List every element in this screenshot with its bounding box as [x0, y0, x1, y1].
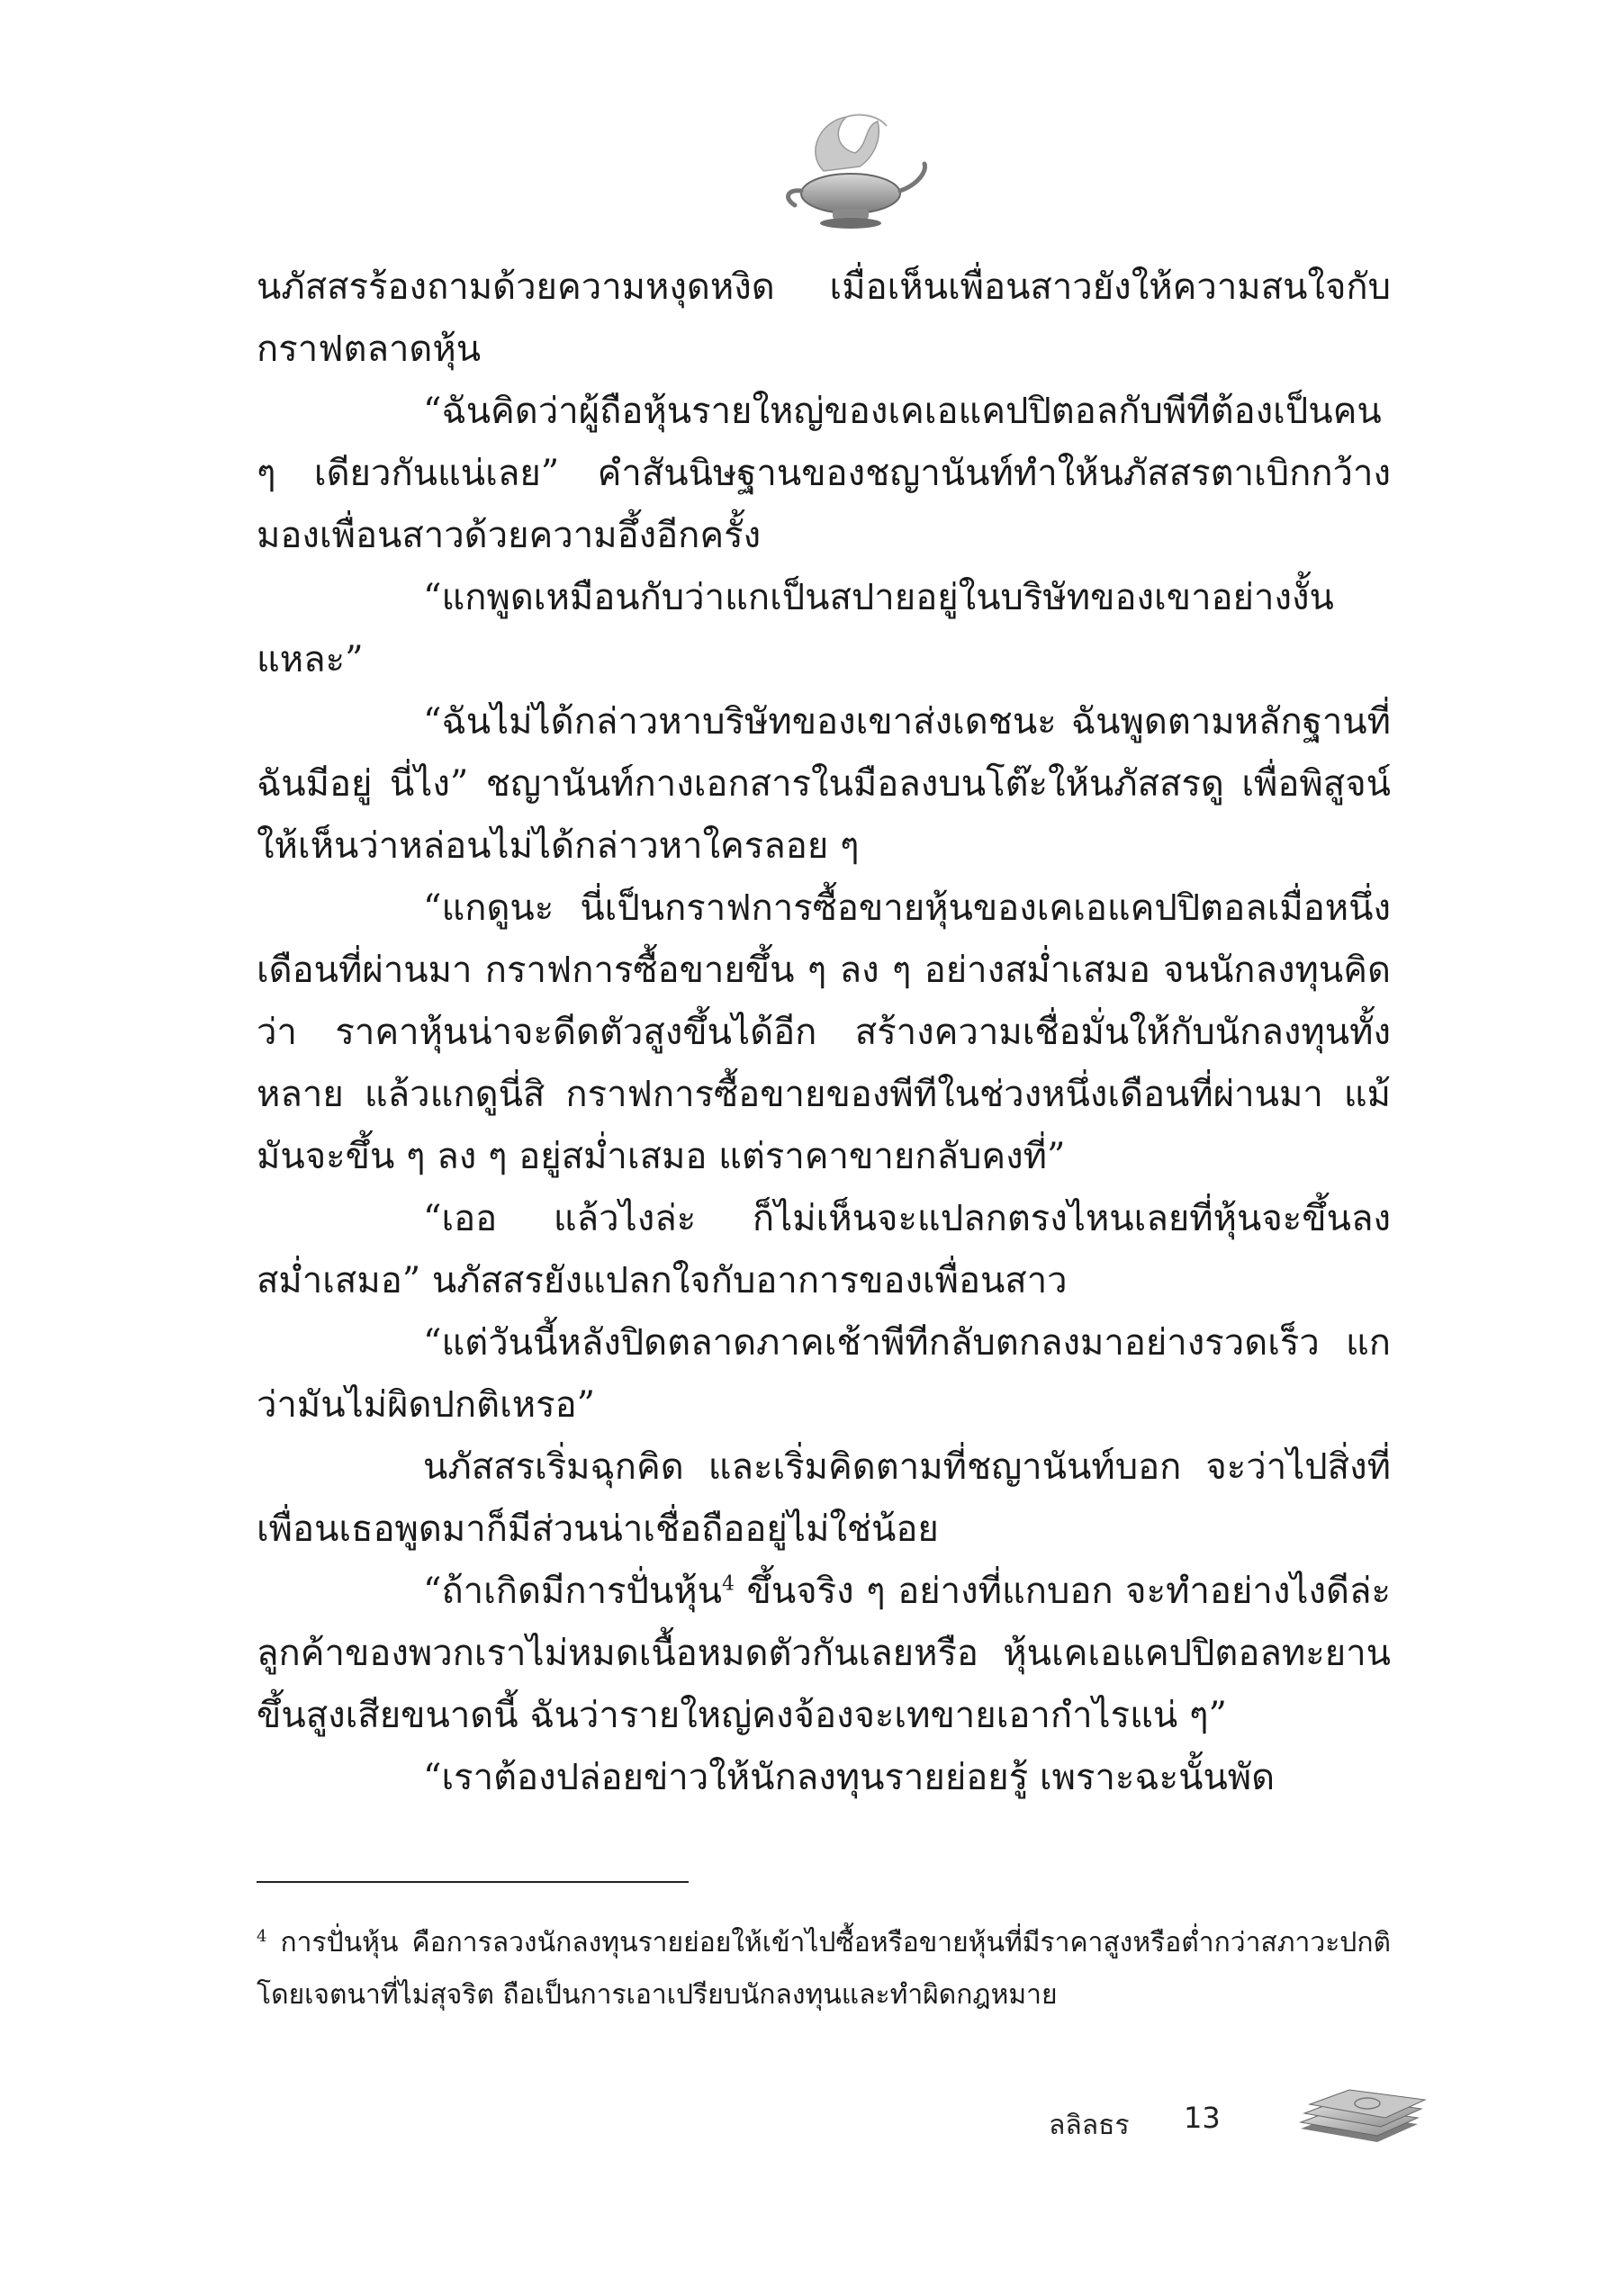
paragraph-text: “ถ้าเกิดมีการปั่นหุ้น: [423, 1571, 722, 1612]
paragraph: “ฉันไม่ได้กล่าวหาบริษัทของเขาส่งเดชนะ ฉันพูดตามหลักฐานที่ฉันมีอยู่ นี่ไง” ชญานันท์กางเอกสารในมือลงบนโต๊ะให้นภัสสรดู เพื่อพิสูจน์ให้เห็นว่าหล่อนไม่ได้กล่าวหาใครลอย ๆ: [257, 701, 1391, 867]
main-text: [257, 257, 1391, 1809]
page-number: 13: [1184, 2101, 1221, 2135]
paragraph: “แกดูนะ นี่เป็นกราฟการซื้อขายหุ้นของเคเอแคปปิตอลเมื่อหนึ่งเดือนที่ผ่านมา กราฟการซื้อขายขึ้น ๆ ลง ๆ อย่างสม่ำเสมอ จนนักลงทุนคิดว่า ราคาหุ้นน่าจะดีดตัวสูงขึ้นได้อีก สร้างความเชื่อมั่นให้กับนักลงทุนทั้งหลาย แล้วแกดูนี่สิ กราฟการซื้อขายของพีทีในช่วงหนึ่งเดือนที่ผ่านมา แม้มันจะขึ้น ๆ ลง ๆ อยู่สม่ำเสมอ แต่ราคาขายกลับคงที่”: [257, 887, 1391, 1177]
paragraph: “เราต้องปล่อยข่าวให้นักลงทุนรายย่อยรู้ เพราะฉะนั้นพัด: [423, 1757, 1276, 1798]
paragraph: “ฉันคิดว่าผู้ถือหุ้นรายใหญ่ของเคเอแคปปิตอลกับพีทีต้องเป็นคน ๆ เดียวกันแน่เลย” คำสันนิษฐานของชญานันท์ทำให้นภัสสรตาเบิกกว้าง มองเพื่อนสาวด้วยความอึ้งอีกครั้ง: [257, 391, 1391, 556]
footnote-divider: [257, 1881, 689, 1883]
genie-lamp-icon: [770, 108, 932, 234]
paragraph: “แกพูดเหมือนกับว่าแกเป็นสปายอยู่ในบริษัทของเขาอย่างงั้นแหละ”: [257, 577, 1334, 680]
paragraph-text: ขึ้นจริง ๆ อย่างที่แกบอก จะทำอย่างไงดีล่ะ ลูกค้าของพวกเราไม่หมดเนื้อหมดตัวกันเลยหรือ หุ้นเคเอแคปปิตอลทะยานขึ้นสูงเสียขนาดนี้ ฉันว่ารายใหญ่คงจ้องจะเทขายเอากำไรแน่ ๆ”: [257, 1571, 1391, 1736]
footnote-text: การปั่นหุ้น คือการลวงนักลงทุนรายย่อยให้เข้าไปซื้อหรือขายหุ้นที่มีราคาสูงหรือต่ำกว่าสภาวะปกติ โดยเจตนาที่ไม่สุจริต ถือเป็นการเอาเปรียบนักลงทุนและทำผิดกฎหมาย: [257, 1927, 1391, 2011]
page-footer: [1049, 2088, 1427, 2151]
paragraph: “เออ แล้วไงล่ะ ก็ไม่เห็นจะแปลกตรงไหนเลยที่หุ้นจะขึ้นลงสม่ำเสมอ” นภัสสรยังแปลกใจกับอาการของเพื่อนสาว: [257, 1198, 1391, 1301]
paragraph: นภัสสรเริ่มฉุกคิด และเริ่มคิดตามที่ชญานันท์บอก จะว่าไปสิ่งที่เพื่อนเธอพูดมาก็มีส่วนน่าเชื่อถืออยู่ไม่ใช่น้อย: [257, 1446, 1391, 1550]
paragraph: นภัสสรร้องถามด้วยความหงุดหงิด เมื่อเห็นเพื่อนสาวยังให้ความสนใจกับกราฟตลาดหุ้น: [257, 266, 1391, 370]
footnote-marker[interactable]: 4: [721, 1572, 735, 1596]
footnote: [257, 1917, 1391, 2021]
paragraph: “แต่วันนี้หลังปิดตลาดภาคเช้าพีทีกลับตกลงมาอย่างรวดเร็ว แกว่ามันไม่ผิดปกติเหรอ”: [257, 1322, 1391, 1426]
running-title: ลลิลธร: [1049, 2110, 1130, 2141]
money-stack-icon: [1292, 2088, 1427, 2156]
footnote-number: 4: [257, 1927, 267, 1946]
paragraph-with-footnote: [257, 1561, 1391, 1747]
